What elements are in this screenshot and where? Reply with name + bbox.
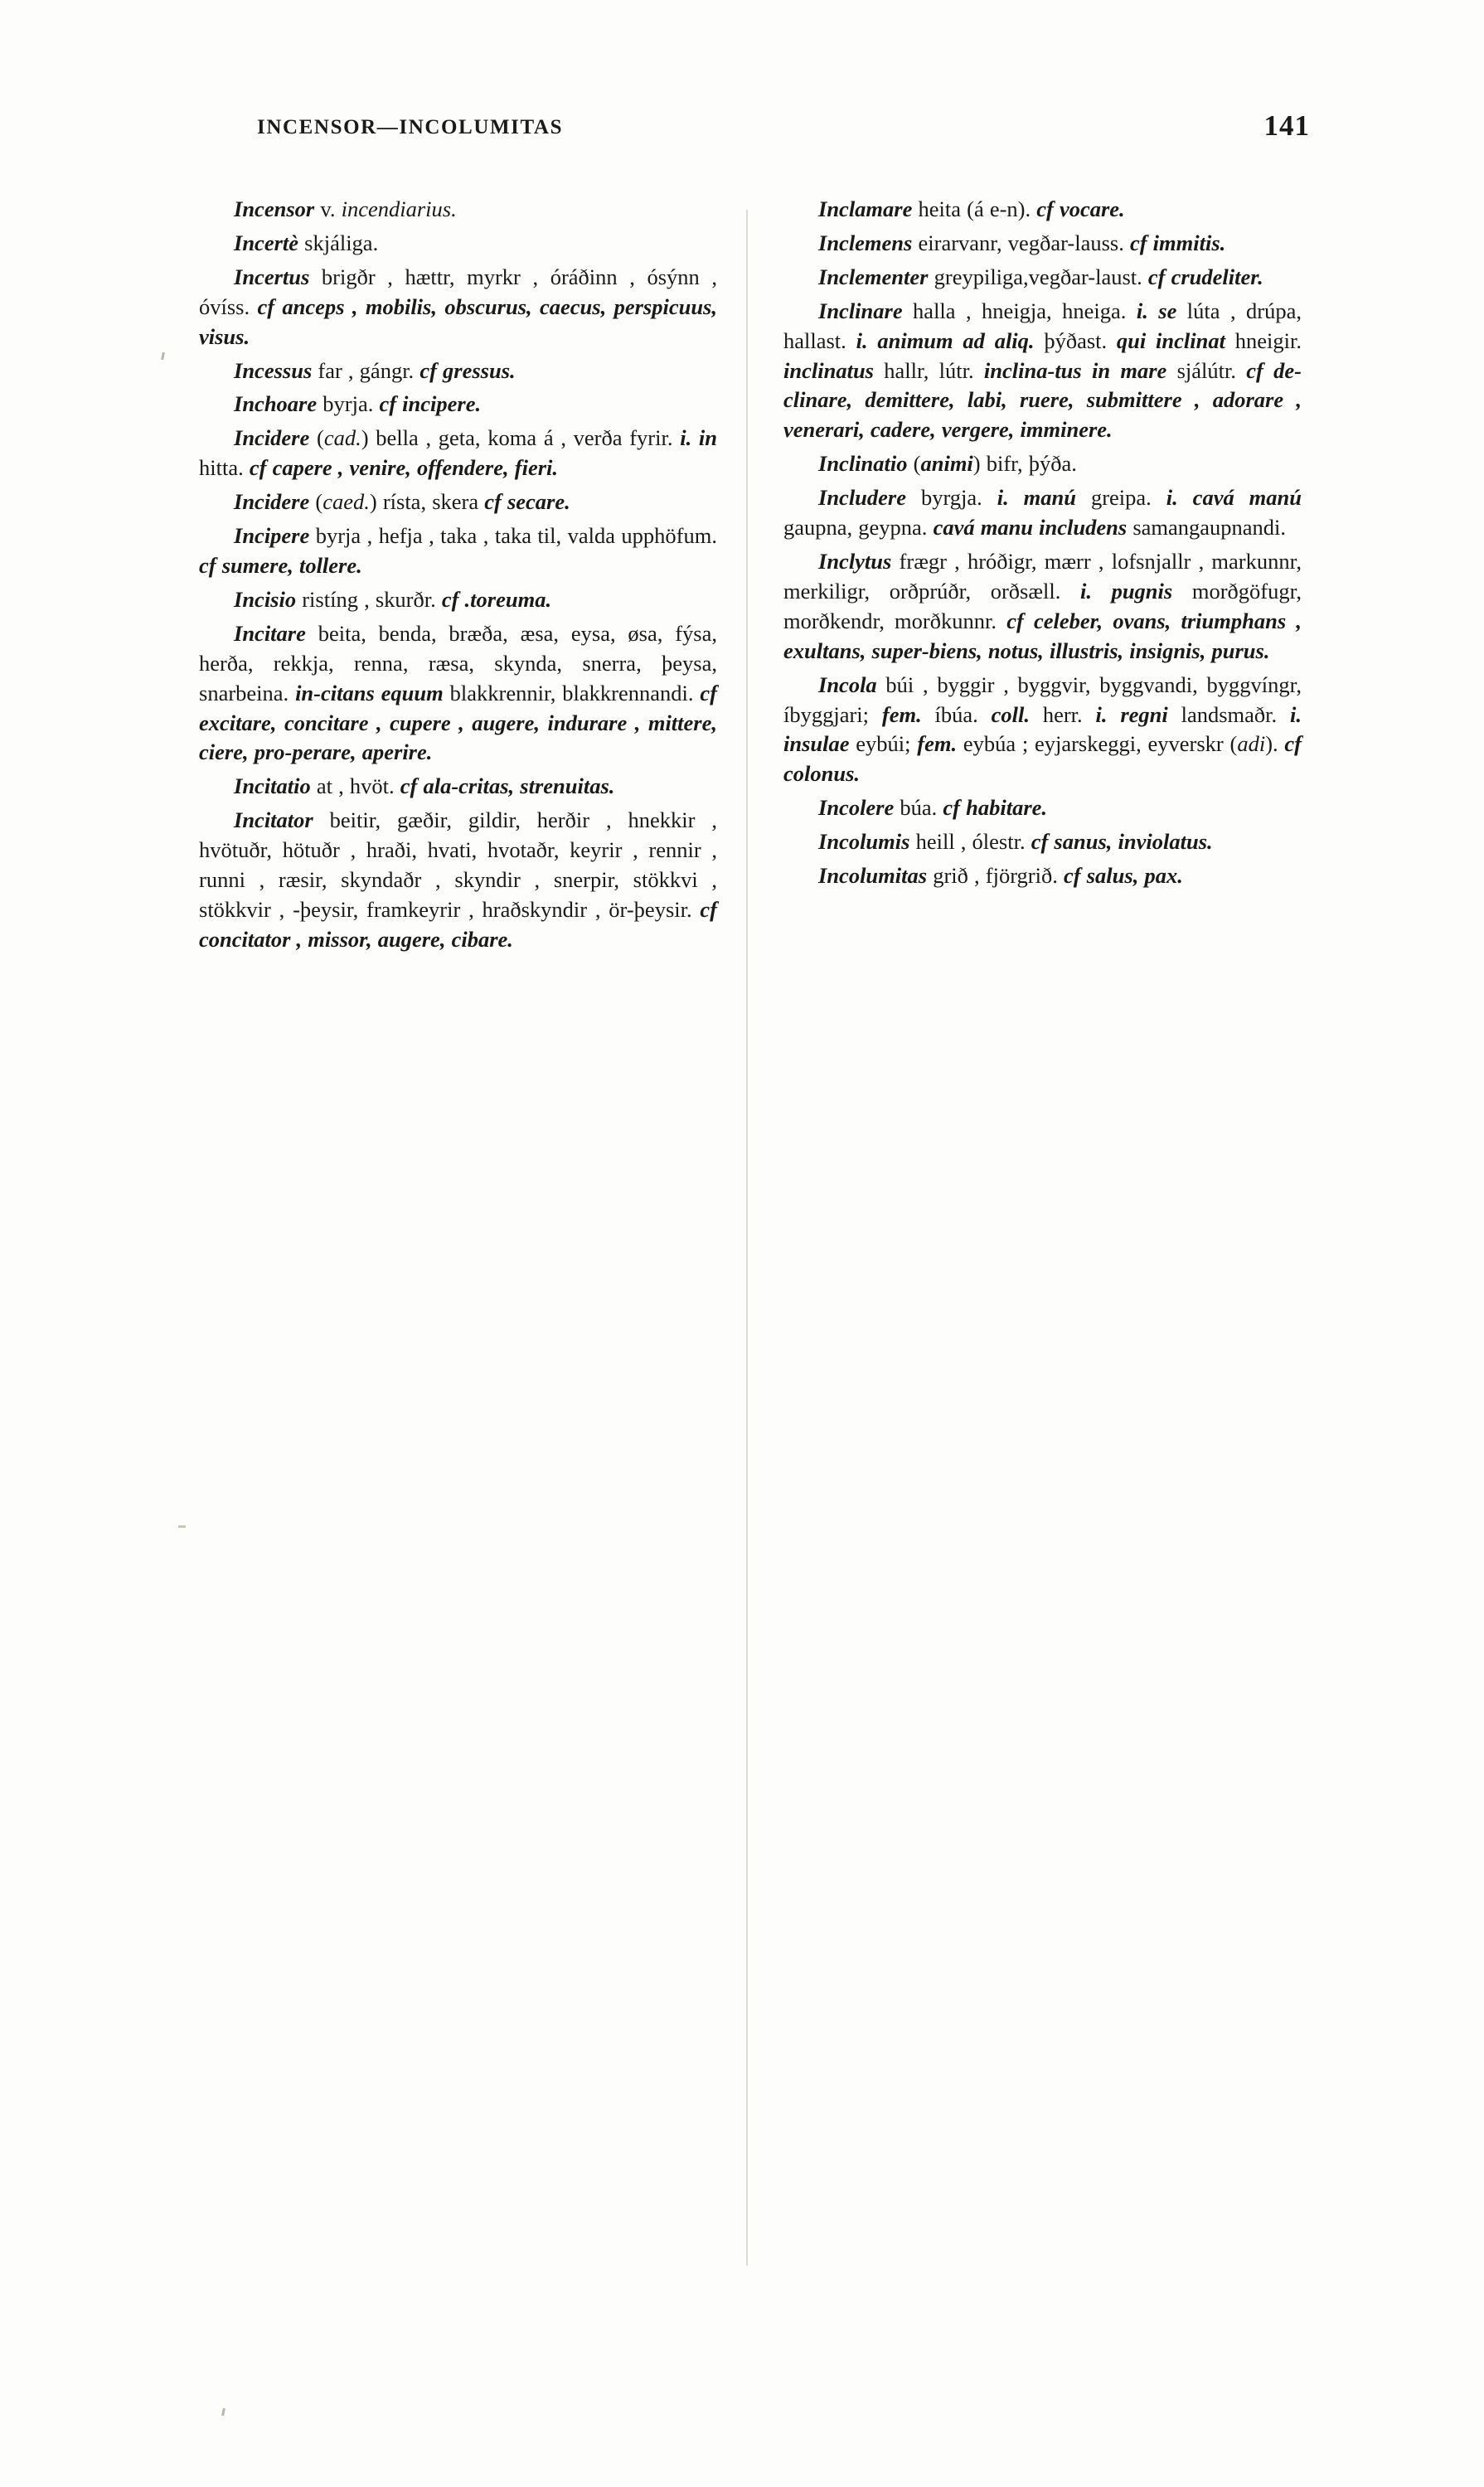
entry-body: frægr , hróðigr, mærr , lofsnjallr , markunnr, merkiligr, orðprúðr, orðsæll. i. pugnis morðgöfugr, morðkendr, morðkunnr. cf celeber, ovans, triumphans , exultans, super-biens, notus, illustris, insignis, purus. (783, 548, 1302, 663)
entry-body: at , hvöt. cf ala-critas, strenuitas. (310, 773, 615, 799)
entry-body: skjáliga. (298, 230, 379, 255)
column-right (783, 195, 1302, 891)
page-speck (221, 2408, 226, 2416)
entry-headword: Incolumis (818, 829, 910, 855)
entry-headword: Incitatio (234, 773, 311, 799)
entry-body: heill , ólestr. cf sanus, inviolatus. (909, 829, 1213, 855)
entry-headword: Incipere (234, 523, 310, 549)
dictionary-entry (199, 585, 717, 615)
dictionary-entry (199, 619, 717, 768)
dictionary-entry (199, 195, 717, 225)
dictionary-entry (783, 195, 1302, 225)
entry-headword: Incensor (234, 196, 315, 221)
entry-body: far , gángr. cf gressus. (312, 357, 516, 383)
dictionary-entry (783, 263, 1302, 293)
two-column-body (199, 195, 1310, 2317)
dictionary-entry (783, 229, 1302, 259)
entry-headword: Incolumitas (818, 863, 928, 889)
entry-headword: Inclementer (818, 264, 929, 289)
entry-headword: Incertè (234, 230, 299, 255)
entry-headword: Incessus (234, 357, 313, 383)
entry-body: beita, benda, bræða, æsa, eysa, øsa, fýsa, herða, rekkja, renna, ræsa, skynda, snerra, þeysa, snarbeina. in-citans equum blakkrennir, blakkrennandi. cf excitare, concitare , cupere , augere, indurare , mittere, ciere, pro-perare, aperire. (199, 620, 717, 765)
entry-headword: Inclinare (818, 298, 903, 323)
entry-headword: Inclytus (818, 548, 892, 574)
entry-body: eirarvanr, vegðar-lauss. cf immitis. (912, 230, 1226, 255)
entry-headword: Inclamare (818, 196, 913, 221)
entry-headword: Incolere (818, 795, 895, 821)
dictionary-entry (783, 483, 1302, 543)
entry-body: búa. cf habitare. (894, 795, 1048, 821)
entry-headword: Incitare (234, 620, 306, 646)
running-head-title: INCENSOR—INCOLUMITAS (257, 116, 564, 138)
entry-body: (cad.) bella , geta, koma á , verða fyrir. i. in hitta. cf capere , venire, offendere, fieri. (199, 425, 718, 481)
entry-body: búi , byggir , byggvir, byggvandi, byggvíngr, íbyggjari; fem. íbúa. coll. herr. i. regni landsmaðr. i. insulae eybúi; fem. eybúa ; eyjarskeggi, eyverskr (adi). cf colonus. (783, 671, 1302, 787)
column-divider (746, 210, 748, 2266)
dictionary-entry (199, 487, 717, 517)
entry-body: heita (á e-n). cf vocare. (912, 196, 1125, 221)
dictionary-entry (783, 547, 1302, 667)
dictionary-entry (199, 806, 717, 955)
dictionary-entry (199, 772, 717, 802)
entry-body: byrja , hefja , taka , taka til, valda upphöfum. cf sumere, tollere. (199, 523, 717, 578)
entry-headword: Incisio (234, 586, 297, 612)
dictionary-entry (199, 521, 717, 581)
entry-body: halla , hneigja, hneiga. i. se lúta , drúpa, hallast. i. animum ad aliq. þýðast. qui inclinat hneigir. inclinatus hallr, lútr. inclina-tus in mare sjálútr. cf de-clinare, demittere, labi, ruere, submittere , adorare , venerari, cadere, vergere, imminere. (783, 298, 1302, 443)
page-number: 141 (1263, 109, 1310, 142)
running-head (207, 109, 1310, 156)
entry-headword: Incitator (234, 807, 313, 833)
dictionary-entry (783, 449, 1302, 479)
dictionary-entry (199, 263, 717, 352)
entry-headword: Incola (818, 671, 877, 697)
entry-body: byrja. cf incipere. (317, 391, 482, 417)
entry-body: ristíng , skurðr. cf .toreuma. (296, 586, 552, 612)
entry-headword: Inchoare (234, 391, 318, 417)
dictionary-entry (783, 827, 1302, 857)
entry-body: (caed.) rísta, skera cf secare. (309, 489, 570, 515)
dictionary-entry (783, 671, 1302, 790)
entry-body: v. incendiarius. (314, 196, 457, 221)
dictionary-entry (783, 793, 1302, 823)
column-left (199, 195, 717, 955)
page-speck (161, 352, 165, 360)
entry-headword: Includere (818, 485, 906, 511)
entry-body: (animi) bifr, þýða. (907, 451, 1077, 477)
dictionary-entry (783, 861, 1302, 891)
dictionary-entry (199, 390, 717, 419)
dictionary-entry (199, 229, 717, 259)
entry-body: greypiliga,vegðar-laust. cf crudeliter. (928, 264, 1263, 289)
entry-headword: Incidere (234, 489, 310, 515)
entry-body: grið , fjörgrið. cf salus, pax. (927, 863, 1183, 889)
entry-headword: Incertus (234, 264, 310, 289)
entry-body: byrgja. i. manú greipa. i. cavá manú gaupna, geypna. cavá manu includens samangaupnandi. (783, 485, 1302, 541)
page-speck (178, 1525, 186, 1528)
entry-body: beitir, gæðir, gildir, herðir , hnekkir , hvötuðr, hötuðr , hraði, hvati, hvotaðr, keyrir , rennir , runni , ræsir, skyndaðr , skyndir , snerpir, stökkvi , stökkvir , -þeysir, framkeyrir , hraðskyndir , ör-þeysir. cf concitator , missor, augere, cibare. (199, 807, 717, 952)
dictionary-entry (199, 356, 717, 386)
entry-headword: Incidere (234, 425, 310, 451)
dictionary-entry (783, 297, 1302, 446)
entry-headword: Inclinatio (818, 451, 908, 477)
dictionary-entry (199, 424, 717, 483)
entry-body: brigðr , hættr, myrkr , óráðinn , ósýnn , óvíss. cf anceps , mobilis, obscurus, caecus, perspicuus, visus. (199, 264, 717, 349)
entry-headword: Inclemens (818, 230, 913, 255)
